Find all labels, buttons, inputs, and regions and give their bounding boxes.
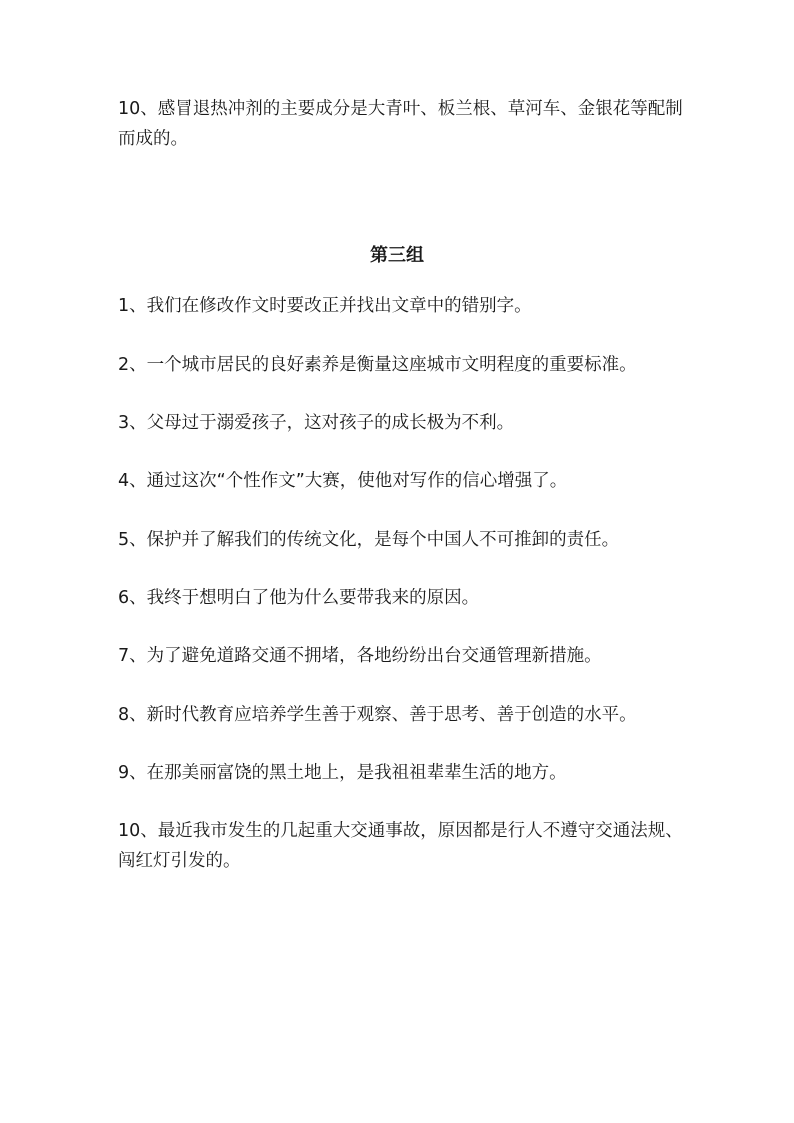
list-item: 1、我们在修改作文时要改正并找出文章中的错别字。 — [118, 296, 532, 316]
list-item: 4、通过这次“个性作文”大赛，使他对写作的信心增强了。 — [118, 471, 568, 491]
list-item: 7、为了避免道路交通不拥堵，各地纷纷出台交通管理新措施。 — [118, 646, 602, 666]
section-title: 第三组 — [370, 245, 424, 266]
list-item: 3、父母过于溺爱孩子，这对孩子的成长极为不利。 — [118, 413, 515, 433]
list-item: 8、新时代教育应培养学生善于观察、善于思考、善于创造的水平。 — [118, 705, 637, 725]
previous-item-10: 10、感冒退热冲剂的主要成分是大青叶、板兰根、草河车、金银花等配制而成的。 — [118, 99, 683, 149]
list-item: 6、我终于想明白了他为什么要带我来的原因。 — [118, 588, 480, 608]
list-item: 9、在那美丽富饶的黑土地上，是我祖祖辈辈生活的地方。 — [118, 763, 567, 783]
list-item: 5、保护并了解我们的传统文化，是每个中国人不可推卸的责任。 — [118, 530, 620, 550]
list-item: 10、最近我市发生的几起重大交通事故，原因都是行人不遵守交通法规、闯红灯引发的。 — [118, 821, 683, 871]
list-item: 2、一个城市居民的良好素养是衡量这座城市文明程度的重要标准。 — [118, 355, 637, 375]
